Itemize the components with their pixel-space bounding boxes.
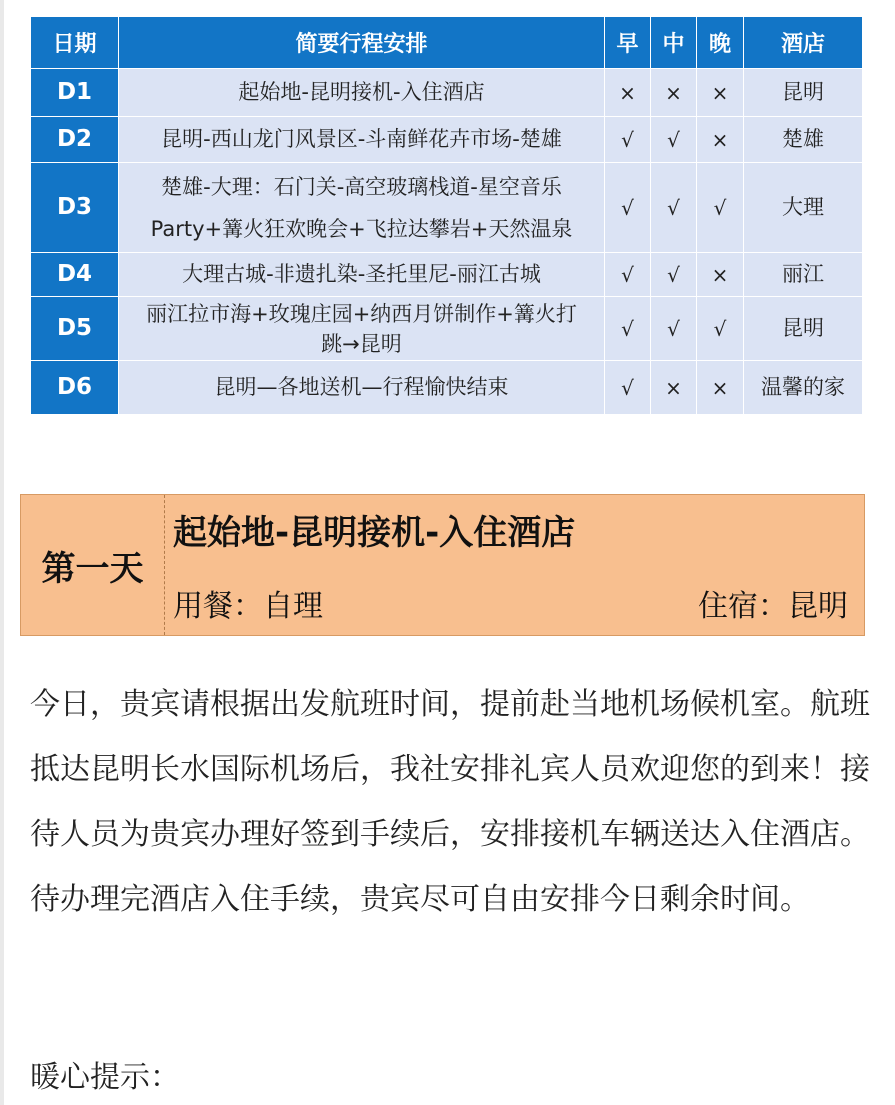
tip-heading: 暖心提示： (30, 1060, 180, 1095)
lunch-cell: √ (651, 253, 697, 297)
itinerary-line: 跳→昆明 (321, 331, 402, 356)
day-banner-details (165, 495, 864, 635)
breakfast-cell: √ (605, 361, 651, 415)
hotel-cell: 昆明 (744, 297, 863, 361)
breakfast-cell: √ (605, 253, 651, 297)
day-cell: D6 (31, 361, 119, 415)
meals-info: 用餐：自理 (173, 589, 323, 624)
lunch-cell: √ (651, 163, 697, 253)
table-row (31, 117, 863, 163)
day-description: 今日，贵宾请根据出发航班时间，提前赴当地机场候机室。航班抵达昆明长水国际机场后，我社安排礼宾人员欢迎您的到来！接待人员为贵宾办理好签到手续后，安排接机车辆送达入住酒店。待办理完酒店入住手续，贵宾尽可自由安排今日剩余时间。 (30, 687, 870, 917)
day-title: 起始地-昆明接机-入住酒店 (173, 513, 576, 553)
itinerary-cell (119, 253, 605, 297)
itinerary-table (30, 16, 863, 415)
hotel-cell: 大理 (744, 163, 863, 253)
table-row (31, 69, 863, 117)
dinner-cell: × (697, 361, 744, 415)
header-lunch: 中 (651, 17, 697, 69)
header-itinerary: 简要行程安排 (119, 17, 605, 69)
day-label: 第一天 (21, 495, 165, 635)
itinerary-cell (119, 69, 605, 117)
itinerary-line: 丽江拉市海+玫瑰庄园+纳西月饼制作+篝火打 (146, 301, 577, 326)
dinner-cell: × (697, 253, 744, 297)
breakfast-cell: √ (605, 163, 651, 253)
lunch-cell: √ (651, 297, 697, 361)
header-day: 日期 (31, 17, 119, 69)
breakfast-cell: √ (605, 297, 651, 361)
hotel-cell: 丽江 (744, 253, 863, 297)
lodging-info: 住宿：昆明 (698, 589, 848, 624)
table-row (31, 163, 863, 253)
day-cell: D1 (31, 69, 119, 117)
itinerary-line: 楚雄-大理：石门关-高空玻璃栈道-星空音乐 (161, 174, 562, 199)
header-breakfast: 早 (605, 17, 651, 69)
itinerary-line: 大理古城-非遗扎染-圣托里尼-丽江古城 (182, 261, 541, 286)
breakfast-cell: × (605, 69, 651, 117)
itinerary-line: 起始地-昆明接机-入住酒店 (238, 79, 485, 104)
day-banner (20, 494, 865, 636)
day-cell: D5 (31, 297, 119, 361)
hotel-cell: 昆明 (744, 69, 863, 117)
header-dinner: 晚 (697, 17, 744, 69)
lunch-cell: √ (651, 117, 697, 163)
lunch-cell: × (651, 361, 697, 415)
header-hotel: 酒店 (744, 17, 863, 69)
itinerary-line: 昆明-西山龙门风景区-斗南鲜花卉市场-楚雄 (161, 126, 562, 151)
day-cell: D3 (31, 163, 119, 253)
dinner-cell: × (697, 69, 744, 117)
itinerary-cell (119, 117, 605, 163)
itinerary-line: Party+篝火狂欢晚会+飞拉达攀岩+天然温泉 (150, 216, 573, 241)
day-cell: D2 (31, 117, 119, 163)
table-row (31, 361, 863, 415)
dinner-cell: × (697, 117, 744, 163)
breakfast-cell: √ (605, 117, 651, 163)
lunch-cell: × (651, 69, 697, 117)
left-border-strip (0, 0, 4, 1105)
itinerary-cell (119, 297, 605, 361)
hotel-cell: 楚雄 (744, 117, 863, 163)
dinner-cell: √ (697, 297, 744, 361)
dinner-cell: √ (697, 163, 744, 253)
hotel-cell: 温馨的家 (744, 361, 863, 415)
itinerary-line: 昆明—各地送机—行程愉快结束 (214, 374, 509, 399)
day-cell: D4 (31, 253, 119, 297)
day-meta (173, 581, 848, 625)
itinerary-cell (119, 163, 605, 253)
itinerary-cell (119, 361, 605, 415)
table-row (31, 297, 863, 361)
table-header-row (31, 17, 863, 69)
table-row (31, 253, 863, 297)
